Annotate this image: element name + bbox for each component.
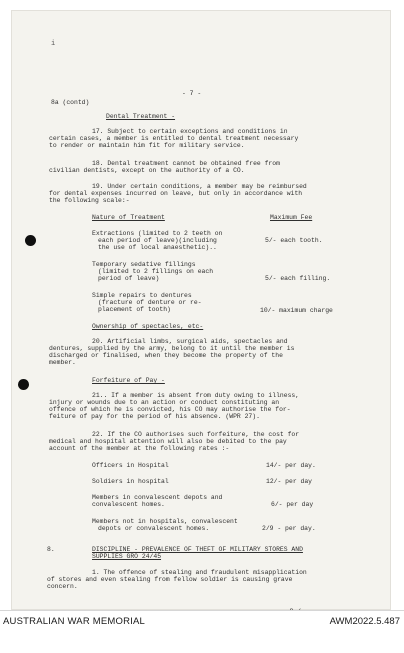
rate-value: 2/9 - per day. [262,525,316,532]
rate-label: Officers in Hospital [92,462,169,469]
rate-value: 12/- per day [266,478,313,485]
treatment-nature: (fracture of denture or re- [98,299,202,306]
treatment-nature: the use of local anaesthetic).. [98,244,217,251]
typed-text [12,11,392,611]
page-number: - 7 - [182,90,202,97]
dental-heading: Dental Treatment - [106,113,176,120]
discipline-para-line: 1. The offence of stealing and fraudulent misapplication [92,569,307,576]
treatment-nature: (limited to 2 fillings on each [98,268,214,275]
para-18-line: 18. Dental treatment cannot be obtained free from [92,160,280,167]
para-20-line: dentures, supplied by the army, belong to it until the member is [49,345,295,352]
para-19-line: for dental expenses incurred on leave, but only in accordance with [49,190,303,197]
para-19-line: the following scale:- [49,197,130,204]
treatment-fee: 10/- maximum charge [260,307,333,314]
rate-label: depots or convalescent homes. [98,525,210,532]
col-header-nature: Nature of Treatment [92,214,165,221]
treatment-fee: 5/- each tooth. [265,237,323,244]
rate-value: 14/- per day. [266,462,316,469]
para-18-line: civilian dentists, except on the authority of a CO. [49,167,245,174]
para-21-line: injury or wounds due to an action or conduct constituting an [49,399,280,406]
rate-label: Soldiers in hospital [92,478,169,485]
rate-value: 6/- per day [271,501,314,508]
para-20-line: discharged or finalised, when they become the property of the [49,352,283,359]
treatment-nature: each period of leave)(including [98,237,217,244]
margin-mark: i [51,40,56,48]
para-17-line: 17. Subject to certain exceptions and conditions in [92,128,288,135]
para-17-line: to render or maintain him fit for military service. [49,142,245,149]
rate-label: Members in convalescent depots and [92,494,223,501]
treatment-nature: Simple repairs to dentures [92,292,192,299]
treatment-fee: 5/- each filling. [265,275,331,282]
para-19-line: 19. Under certain conditions, a member may be reimbursed [92,183,307,190]
col-header-fee: Maximum Fee [270,214,313,221]
footer-divider [0,610,404,611]
discipline-heading: SUPPLIES GRO 24/45 [92,553,162,560]
para-22-line: account of the member at the following rates :- [49,445,230,452]
para-21-line: offence of which he is convicted, his CO may authorise the for- [49,406,291,413]
discipline-para-line: of stores and even stealing from fellow soldier is causing grave [47,576,293,583]
para-20-line: 20. Artificial limbs, surgical aids, spectacles and [92,338,288,345]
accession-number: AWM2022.5.487 [329,616,400,627]
document-page [11,10,391,610]
para-17-line: certain cases, a member is entitled to dental treatment necessary [49,135,299,142]
para-20-line: member. [49,359,76,366]
section-ref: 8a (contd) [51,99,90,106]
treatment-nature: Temporary sedative fillings [92,261,196,268]
item-number: 8. [47,546,55,553]
forfeiture-heading: Forfeiture of Pay - [92,377,165,384]
discipline-heading: DISCIPLINE - PREVALENCE OF THEFT OF MILITARY STORES AND [92,546,303,553]
institution-name: AUSTRALIAN WAR MEMORIAL [3,616,146,627]
spectacles-heading: Ownership of spectacles, etc- [92,323,204,330]
treatment-nature: placement of tooth) [98,306,171,313]
para-21-line: feiture of pay for the period of his absence. (WPR 27). [49,413,260,420]
rate-label: convalescent homes. [92,501,165,508]
treatment-nature: period of leave) [98,275,160,282]
para-22-line: 22. If the CO authorises such forfeiture, the cost for [92,431,300,438]
para-21-line: 21.. If a member is absent from duty owing to illness, [92,392,300,399]
archive-footer [0,610,404,653]
discipline-para-line: concern. [47,583,78,590]
para-22-line: medical and hospital attention will also be debited to the pay [49,438,287,445]
rate-label: Members not in hospitals, convalescent [92,518,238,525]
treatment-nature: Extractions (limited to 2 teeth on [92,230,223,237]
